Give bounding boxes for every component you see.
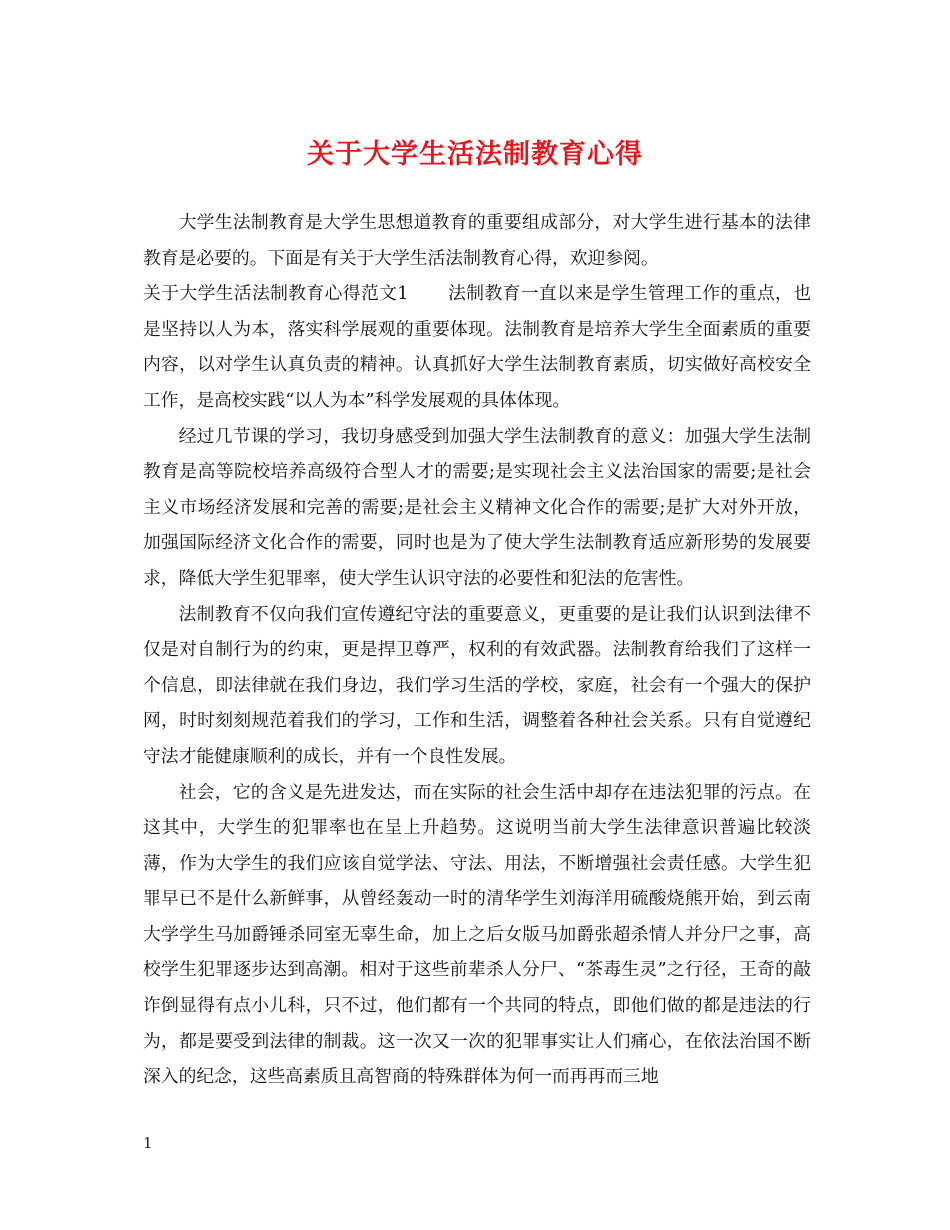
paragraph-4: 社会，它的含义是先进发达，而在实际的社会生活中却存在违法犯罪的污点。在这其中，大学生的犯罪率也在呈上升趋势。这说明当前大学生法律意识普遍比较淡薄，作为大学生的我们应该自觉学法、守法、用法，不断增强社会责任感。大学生犯罪早已不是什么新鲜事，从曾经轰动一时的清华学生刘海洋用硫酸烧熊开始，到云南大学学生马加爵锤杀同室无辜生命，加上之后女版马加爵张超杀情人并分尸之事，高校学生犯罪逐步达到高潮。相对于这些前辈杀人分尸、“茶毒生灵”之行径，王奇的敲诈倒显得有点小儿科，只不过，他们都有一个共同的特点，即他们做的都是违法的行为，都是要受到法律的制裁。这一次又一次的犯罪事实让人们痛心，在依法治国不断深入的纪念，这些高素质且高智商的特殊群体为何一而再再而三地 bbox=[143, 781, 811, 1088]
paragraph-1-text: 法制教育一直以来是学生管理工作的重点，也是坚持以人为本，落实科学展观的重要体现。法制教育是培养大学生全面素质的重要内容，以对学生认真负责的精神。认真抓好大学生法制教育素质，切实做好高校安全工作，是高校实践“以人为本”科学发展观的具体体现。 bbox=[143, 283, 811, 411]
page-number: 1 bbox=[143, 1134, 153, 1152]
intro-paragraph: 大学生法制教育是大学生思想道教育的重要组成部分，对大学生进行基本的法律教育是必要的。下面是有关于大学生活法制教育心得，欢迎参阅。 bbox=[143, 212, 811, 269]
sample-heading: 关于大学生活法制教育心得范文1 bbox=[143, 283, 409, 305]
document-title: 关于大学生活法制教育心得 bbox=[307, 139, 643, 170]
sample-paragraph-1 bbox=[143, 276, 811, 418]
paragraph-3: 法制教育不仅向我们宣传遵纪守法的重要意义，更重要的是让我们认识到法律不仅是对自制行为的约束，更是捍卫尊严，权利的有效武器。法制教育给我们了这样一个信息，即法律就在我们身边，我们学习生活的学校，家庭，社会有一个强大的保护网，时时刻刻规范着我们的学习，工作和生活，调整着各种社会关系。只有自觉遵纪守法才能健康顺利的成长，并有一个良性发展。 bbox=[143, 603, 811, 767]
paragraph-2: 经过几节课的学习，我切身感受到加强大学生法制教育的意义：加强大学生法制教育是高等院校培养高级符合型人才的需要;是实现社会主义法治国家的需要;是社会主义市场经济发展和完善的需要;是社会主义精神文化合作的需要;是扩大对外开放，加强国际经济文化合作的需要，同时也是为了使大学生法制教育适应新形势的发展要求，降低大学生犯罪率，使大学生认识守法的必要性和犯法的危害性。 bbox=[143, 425, 811, 589]
document-body bbox=[143, 205, 811, 1095]
